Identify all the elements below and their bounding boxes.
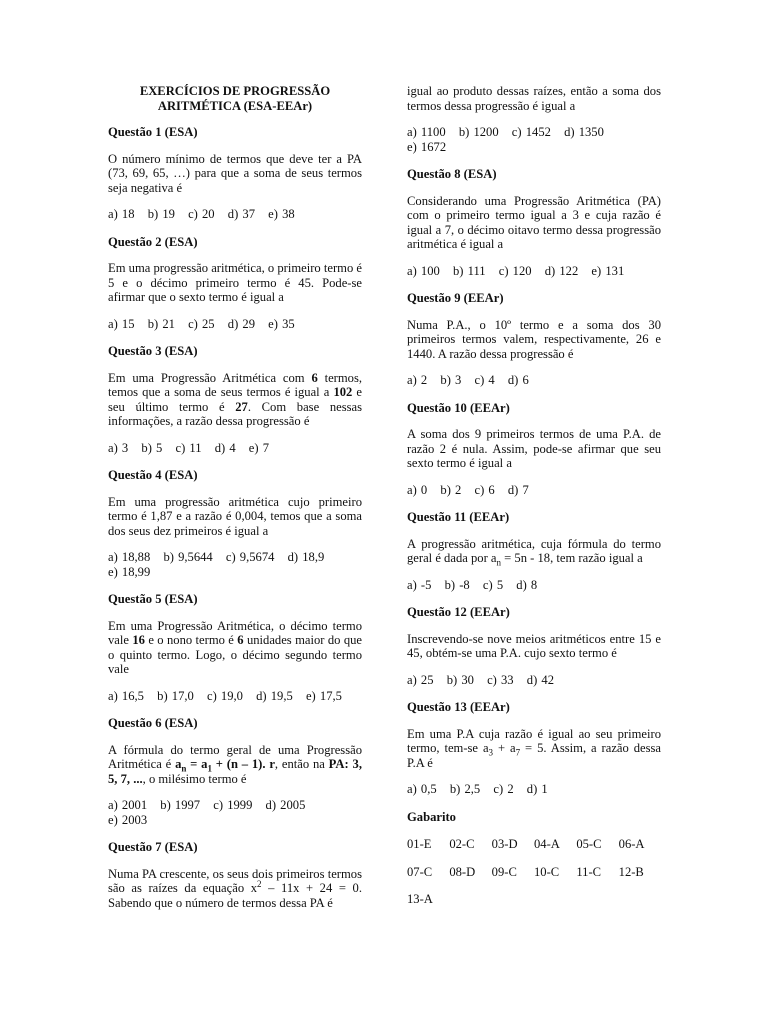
text-part: , então na <box>274 757 329 771</box>
option: e) 2003 <box>108 812 148 827</box>
question-10-heading: Questão 10 (EEAr) <box>407 400 510 415</box>
option: a) 0,5 <box>407 782 437 796</box>
text-part: termos, temos que a soma de seus termos é igual a <box>108 370 363 399</box>
option: c) 1999 <box>213 798 253 812</box>
option: e) 131 <box>591 263 625 278</box>
option: b) 1997 <box>160 798 201 812</box>
answer-key-item: 04-A <box>533 837 560 851</box>
question-1-options <box>108 207 362 222</box>
question-1-text: O número mínimo de termos que deve ter a PA (73, 69, 65, …) para que a soma de seus termos seja negativa é <box>108 151 362 195</box>
question-13-heading: Questão 13 (EEAr) <box>407 700 510 714</box>
option: b) 30 <box>446 672 474 687</box>
text-part: Em uma Progressão Aritmética, o décimo termo vale <box>108 618 362 647</box>
text-part: unidades maior do que o quinto termo. Logo, o décimo segundo termo vale <box>108 633 362 676</box>
option: a) 1100 <box>407 125 446 139</box>
text-part: Em uma Progressão Aritmética com <box>108 370 312 385</box>
question-13-options <box>407 782 661 797</box>
answer-key-item: 08-D <box>449 864 476 879</box>
option: c) 11 <box>175 440 202 455</box>
option: d) 29 <box>227 316 255 331</box>
option: b) 9,5644 <box>163 550 213 564</box>
option: b) 3 <box>440 373 462 387</box>
option: b) 17,0 <box>157 688 194 703</box>
option: b) 2 <box>440 482 462 497</box>
answer-key-item: 07-C <box>407 864 433 879</box>
option: a) 15 <box>108 316 135 331</box>
question-12-text: Inscrevendo-se nove meios aritméticos entre 15 e 45, obtém-se uma P.A. cujo sexto termo é <box>407 631 661 660</box>
text-part: A progressão aritmética, cuja fórmula do termo geral é dada por a <box>407 536 661 565</box>
answer-key-item: 02-C <box>449 837 475 851</box>
option: b) 1200 <box>458 125 499 139</box>
option: e) 1672 <box>407 139 447 154</box>
text-bold: a <box>175 757 182 771</box>
left-column <box>108 84 362 910</box>
option: c) 9,5674 <box>225 550 275 564</box>
question-8-options <box>407 264 661 279</box>
question-9-heading: Questão 9 (EEAr) <box>407 291 504 305</box>
subscript: n <box>181 763 187 774</box>
option: a) 2001 <box>108 798 148 812</box>
answer-key-item: 13-A <box>407 892 433 906</box>
text-part: e o nono termo é <box>144 633 238 647</box>
option: b) 5 <box>141 440 163 455</box>
document-title <box>108 84 362 113</box>
option: d) 6 <box>507 373 529 387</box>
text-part: – 11x + 24 = 0. Sabendo que o número de termos dessa PA é <box>108 881 362 910</box>
option: d) 2005 <box>265 798 306 812</box>
text-bold: 27 <box>235 399 248 414</box>
question-3-text <box>108 371 362 429</box>
option: c) 6 <box>474 482 495 497</box>
option: e) 35 <box>268 316 295 331</box>
option: b) 2,5 <box>449 782 481 796</box>
option: c) 19,0 <box>206 688 243 703</box>
question-13-text <box>407 727 661 771</box>
right-column <box>407 84 661 920</box>
option: c) 120 <box>498 263 532 278</box>
option: d) 1350 <box>564 125 604 139</box>
answer-key-item: 12-B <box>618 864 644 879</box>
question-9-options <box>407 373 661 388</box>
question-7-options <box>407 125 661 154</box>
text-bold: + (n – 1). r <box>211 757 275 771</box>
question-8-heading: Questão 8 (ESA) <box>407 167 497 181</box>
answer-key-item: 03-D <box>491 837 518 851</box>
question-10-options <box>407 483 661 498</box>
question-11-heading: Questão 11 (EEAr) <box>407 510 510 524</box>
question-6-text <box>108 743 362 787</box>
answer-key-item: 09-C <box>491 864 517 879</box>
option: c) 33 <box>487 672 514 687</box>
option: a) 25 <box>407 672 434 687</box>
text-part: = 5n - 18, tem razão igual a <box>501 551 643 565</box>
question-12-heading: Questão 12 (EEAr) <box>407 605 510 619</box>
question-7-text <box>108 867 362 911</box>
text-part: = 5. Assim, a razão dessa P.A é <box>407 741 661 770</box>
question-4-heading: Questão 4 (ESA) <box>108 468 198 482</box>
subscript: n <box>496 557 502 568</box>
option: c) 1452 <box>511 125 551 139</box>
text-part: e seu último termo é <box>108 385 362 414</box>
question-11-text <box>407 537 661 566</box>
answer-key-item: 10-C <box>533 864 560 879</box>
option: d) 1 <box>526 782 548 796</box>
text-bold: 102 <box>333 385 353 399</box>
option: d) 7 <box>507 482 529 497</box>
option: d) 4 <box>214 440 236 455</box>
option: a) 16,5 <box>108 688 144 703</box>
question-5-text <box>108 619 362 677</box>
answer-key-row-2 <box>407 865 661 880</box>
option: a) 18 <box>108 207 135 221</box>
text-bold: 6 <box>237 633 244 647</box>
text-bold: 6 <box>311 370 318 385</box>
option: a) 3 <box>108 440 129 455</box>
answer-key-row-1 <box>407 837 661 852</box>
option: a) 2 <box>407 373 428 387</box>
option: d) 8 <box>516 577 538 592</box>
text-part: + a <box>493 741 516 755</box>
option: a) 0 <box>407 482 428 497</box>
option: b) 19 <box>147 207 175 221</box>
option: e) 38 <box>268 207 295 221</box>
text-part: , o milésimo termo é <box>142 771 247 786</box>
option: d) 37 <box>227 207 255 221</box>
question-3-heading: Questão 3 (ESA) <box>108 344 198 358</box>
question-12-options <box>407 673 661 688</box>
question-4-options <box>108 550 362 579</box>
formula <box>175 757 275 774</box>
answer-key-row-3 <box>407 892 661 907</box>
superscript: 2 <box>257 878 262 889</box>
option: a) -5 <box>407 577 432 592</box>
question-3-options <box>108 441 362 456</box>
question-10-text: A soma dos 9 primeiros termos de uma P.A. de razão 2 é nula. Assim, pode-se afirmar que seu sexto termo é igual a <box>407 427 661 470</box>
question-6-heading: Questão 6 (ESA) <box>108 716 198 730</box>
option: d) 19,5 <box>256 688 293 703</box>
question-2-options <box>108 317 362 332</box>
question-5-options <box>108 689 362 704</box>
option: c) 5 <box>482 577 504 592</box>
question-1-heading: Questão 1 (ESA) <box>108 125 198 139</box>
answer-key-title: Gabarito <box>407 809 456 824</box>
text-part: A fórmula do termo geral de uma Progressão Aritmética é <box>108 742 362 771</box>
option: b) 111 <box>452 263 486 278</box>
title-line-2: ARITMÉTICA (ESA-EEAr) <box>157 98 313 113</box>
question-4-text: Em uma progressão aritmética cujo primeiro termo é 1,87 e a razão é 0,004, temos que a soma dos seus dez primeiros é igual a <box>108 494 362 538</box>
option: e) 18,99 <box>108 564 151 579</box>
question-9-text: Numa P.A., o 10º termo e a soma dos 30 primeiros termos valem, respectivamente, 26 e 1440. A razão dessa progressão é <box>407 317 661 361</box>
option: c) 4 <box>474 373 495 387</box>
option: d) 42 <box>526 672 554 687</box>
question-2-text: Em uma progressão aritmética, o primeiro termo é 5 e o décimo primeiro termo é 45. Pode-se afirmar que o sexto termo é igual a <box>108 261 362 304</box>
question-7-heading: Questão 7 (ESA) <box>108 840 198 854</box>
text-bold: 16 <box>132 633 145 647</box>
question-6-options <box>108 798 362 827</box>
option: b) 21 <box>147 316 175 331</box>
question-8-text: Considerando uma Progressão Aritmética (PA) com o primeiro termo igual a 3 e cuja razão é igual a 7, o décimo oitavo termo dessa progressão aritmética é igual a <box>407 193 661 251</box>
option: c) 25 <box>188 316 215 331</box>
subscript: 7 <box>515 747 521 758</box>
option: c) 20 <box>188 207 215 221</box>
option: c) 2 <box>493 782 514 796</box>
question-11-options <box>407 578 661 593</box>
option: e) 17,5 <box>305 688 342 703</box>
question-5-heading: Questão 5 (ESA) <box>108 592 198 606</box>
answer-key-item: 06-A <box>618 837 645 851</box>
text-part: Em uma P.A cuja razão é igual ao seu primeiro termo, tem-se a <box>407 726 661 755</box>
subscript: 3 <box>488 747 494 758</box>
option: b) -8 <box>444 577 470 592</box>
title-line-1: EXERCÍCIOS DE PROGRESSÃO <box>139 84 331 98</box>
text-bold: PA: 3, 5, 7, ... <box>108 757 362 786</box>
text-part: . Com base nessas informações, a razão dessa progressão é <box>108 399 362 428</box>
text-part: Numa PA crescente, os seus dois primeiros termos são as raízes da equação x <box>108 866 362 895</box>
option: a) 100 <box>407 263 440 278</box>
option: d) 18,9 <box>287 550 325 564</box>
option: a) 18,88 <box>108 550 151 564</box>
subscript: 1 <box>207 763 212 774</box>
answer-key-item: 01-E <box>407 837 432 851</box>
option: e) 7 <box>248 440 270 455</box>
answer-key-item: 05-C <box>576 837 602 851</box>
option: d) 122 <box>544 263 579 278</box>
question-2-heading: Questão 2 (ESA) <box>108 234 198 249</box>
question-7-text-continued: igual ao produto dessas raízes, então a soma dos termos dessa progressão é igual a <box>407 84 661 113</box>
answer-key-item: 11-C <box>576 864 602 879</box>
text-bold: = a <box>186 757 208 771</box>
